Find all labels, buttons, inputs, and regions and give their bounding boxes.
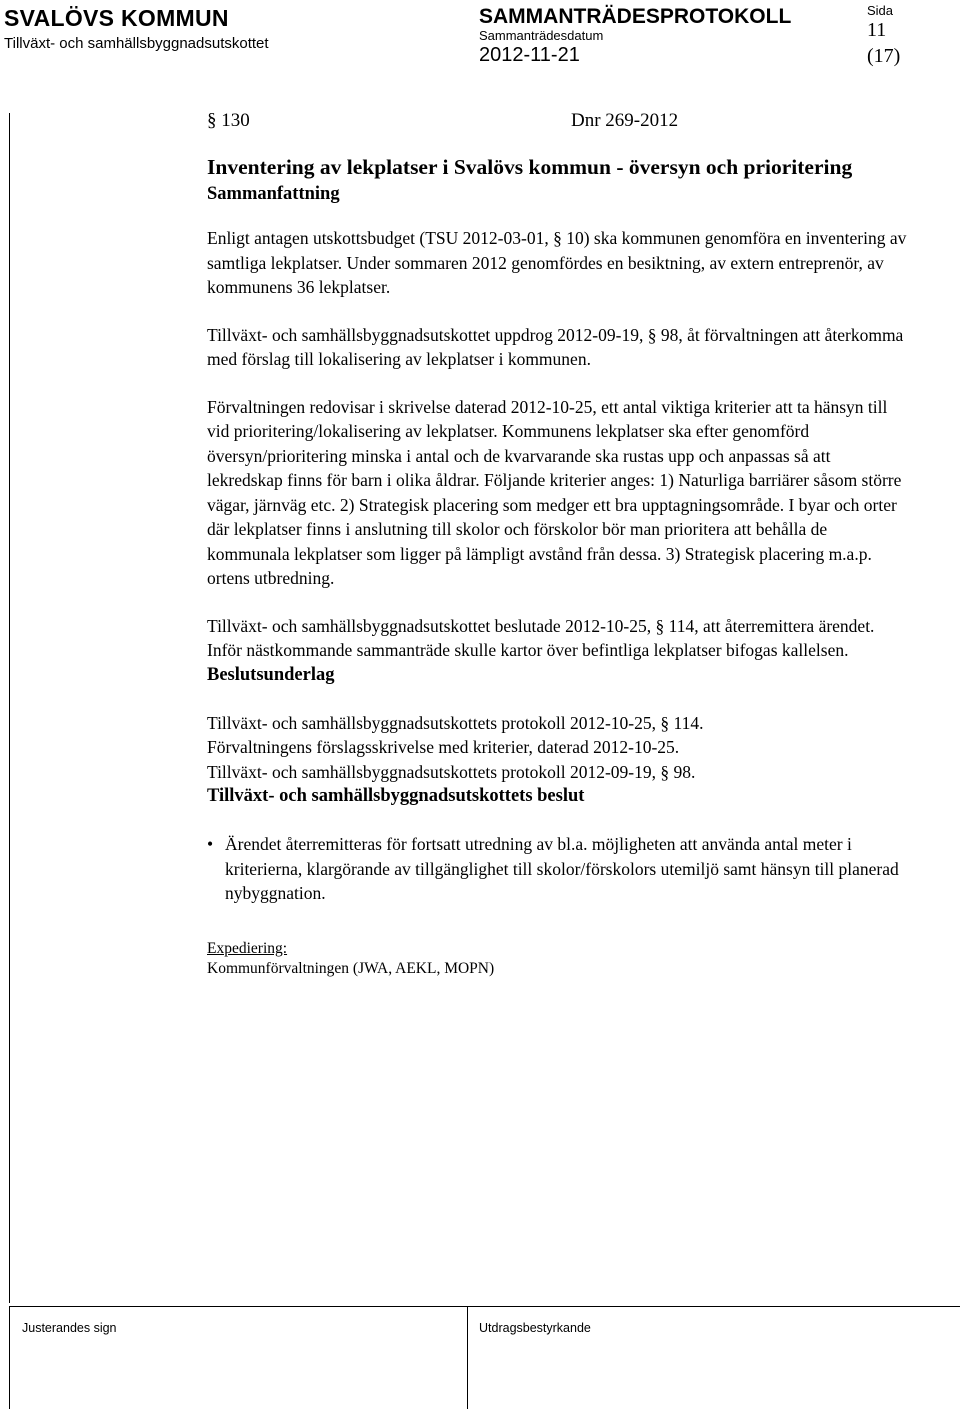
summary-paragraph: Enligt antagen utskottsbudget (TSU 2012-03-01, § 10) ska kommunen genomföra en inventering av samtliga lekplatser. Under sommaren 2012 genomfördes en besiktning, av extern entreprenör, av kommunens 36 lekplatser. xyxy=(207,228,907,297)
summary-paragraph: Tillväxt- och samhällsbyggnadsutskottet uppdrog 2012-09-19, § 98, åt förvaltningen att återkomma med förslag till lokalisering av lekplatser i kommunen. xyxy=(207,324,904,369)
page-number: 11 xyxy=(867,19,887,41)
bullet-icon: • xyxy=(207,834,214,854)
basis-list xyxy=(207,711,907,785)
page-total: (17) xyxy=(867,45,901,67)
case-number: Dnr 269-2012 xyxy=(571,110,679,131)
footer-divider xyxy=(467,1306,468,1409)
basis-heading: Beslutsunderlag xyxy=(207,664,335,685)
summary-paragraph: Förvaltningen redovisar i skrivelse daterad 2012-10-25, ett antal viktiga kriterier att ta hänsyn till vid prioritering/lokalisering av lekplatser. Kommunens lekplatser ska efter genomförd översyn/prioritering minska i antal och de kvarvarande ska rustas upp och anpassas så att lekredskap finns för barn i olika åldrar. Följande kriterier anges: 1) Naturliga barriärer såsom större vägar, järnväg etc. 2) Strategisk placering som medger ett bra upptagningsområde. I byar och orter där lekplatser finns i anslutning till skolor och förskolor bör man prioritera att behålla de kommunala lekplatser som ligger på lämpligt avstånd från dessa. 3) Strategisk placering m.a.p. ortens utbredning. xyxy=(207,396,902,588)
extract-certification-label: Utdragsbestyrkande xyxy=(479,1321,591,1335)
org-name: SVALÖVS KOMMUN xyxy=(4,5,229,31)
expedition-recipients: Kommunförvaltningen (JWA, AEKL, MOPN) xyxy=(207,959,495,977)
decision-text: Ärendet återremitteras för fortsatt utredning av bl.a. möjligheten att använda antal meter i kriterierna, klargörande av tillgänglighet till skolor/förskolors utemiljö samt hänsyn till planerad nybyggnation. xyxy=(225,834,899,903)
left-margin-rule xyxy=(9,113,10,1303)
document-type: SAMMANTRÄDESPROTOKOLL xyxy=(479,5,792,28)
basis-item: Tillväxt- och samhällsbyggnadsutskottets protokoll 2012-09-19, § 98. xyxy=(207,761,696,782)
meeting-date: 2012-11-21 xyxy=(479,44,580,66)
committee-name: Tillväxt- och samhällsbyggnadsutskottet xyxy=(4,35,269,52)
paragraph-number: § 130 xyxy=(207,110,250,131)
item-title: Inventering av lekplatser i Svalövs kommun - översyn och prioritering xyxy=(207,155,853,179)
decision-heading: Tillväxt- och samhällsbyggnadsutskottets beslut xyxy=(207,786,585,806)
footer-rule xyxy=(9,1306,960,1307)
basis-item: Förvaltningens förslagsskrivelse med kriterier, daterad 2012-10-25. xyxy=(207,737,680,757)
expedition-label: Expediering: xyxy=(207,939,288,957)
summary-heading: Sammanfattning xyxy=(207,184,340,204)
page-label: Sida xyxy=(867,3,894,18)
signature-field-label: Justerandes sign xyxy=(22,1321,117,1335)
basis-item: Tillväxt- och samhällsbyggnadsutskottets protokoll 2012-10-25, § 114. xyxy=(207,712,704,733)
minutes-body xyxy=(207,107,907,979)
decision-bullet xyxy=(207,832,907,906)
footer-divider xyxy=(9,1306,10,1409)
summary-paragraph: Tillväxt- och samhällsbyggnadsutskottet beslutade 2012-10-25, § 114, att återremittera ärendet. Inför nästkommande sammanträde skulle kartor över befintliga lekplatser bifogas kallelsen. xyxy=(207,615,875,660)
expedition-block xyxy=(207,939,907,979)
meeting-date-label: Sammanträdesdatum xyxy=(479,28,604,43)
item-header xyxy=(207,107,907,137)
